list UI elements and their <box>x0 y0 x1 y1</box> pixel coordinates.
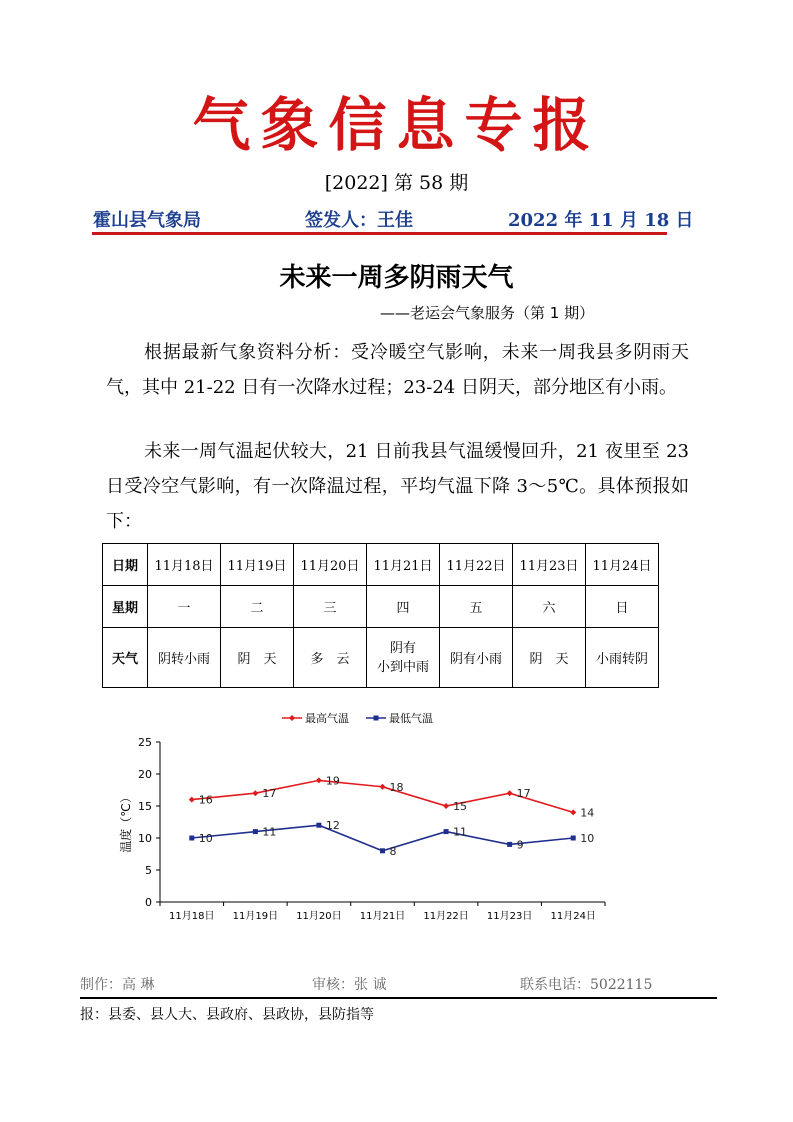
x-tick-label: 11月21日 <box>359 911 406 922</box>
data-label: 17 <box>262 787 277 801</box>
weekday-cell: 日 <box>586 586 659 628</box>
data-point-min <box>571 836 576 841</box>
data-label: 16 <box>198 793 213 807</box>
weather-cell: 阴转小雨 <box>148 628 221 688</box>
data-label: 11 <box>453 825 468 839</box>
date-cell: 11月20日 <box>294 544 367 586</box>
y-tick-label: 5 <box>145 864 152 877</box>
data-label: 18 <box>389 780 404 794</box>
data-label: 8 <box>389 844 397 858</box>
data-point-max <box>380 784 386 790</box>
data-point-min <box>380 848 385 853</box>
data-point-min <box>507 842 512 847</box>
reviewer: 审核：张 诚 <box>312 977 387 993</box>
weekday-cell: 一 <box>148 586 221 628</box>
issue-number: [2022] 第 58 期 <box>324 172 469 194</box>
x-tick-label: 11月23日 <box>486 911 533 922</box>
legend-label: 最低气温 <box>389 712 433 725</box>
weekday-cell: 三 <box>294 586 367 628</box>
date-cell: 11月18日 <box>148 544 221 586</box>
x-tick-label: 11月18日 <box>169 911 215 922</box>
date-cell: 11月22日 <box>440 544 513 586</box>
weekday-cell: 四 <box>367 586 440 628</box>
distribution-list: 报：县委、县人大、县政府、县政协，县防指等 <box>80 1007 374 1023</box>
date-cell: 11月19日 <box>221 544 294 586</box>
data-label: 10 <box>580 832 595 845</box>
weather-cell: 阴 天 <box>221 628 294 688</box>
x-tick-label: 11月22日 <box>423 911 469 922</box>
y-axis-label: 温度（℃） <box>119 791 133 853</box>
x-tick-label: 11月19日 <box>232 911 279 922</box>
data-point-min <box>316 823 321 828</box>
x-tick-label: 11月24日 <box>550 911 596 922</box>
weekday-cell: 二 <box>221 586 294 628</box>
contact-phone: 联系电话：5022115 <box>520 977 653 993</box>
data-label: 14 <box>580 806 595 820</box>
date-cell: 11月24日 <box>586 544 659 586</box>
data-label: 17 <box>516 787 531 801</box>
data-label: 9 <box>516 838 524 852</box>
weather-cell: 阴有小雨 <box>440 628 513 688</box>
data-point-min <box>444 829 449 834</box>
y-tick-label: 20 <box>138 768 152 781</box>
date-cell: 11月23日 <box>513 544 586 586</box>
article-subtitle: ——老运会气象服务（第 1 期） <box>380 304 595 322</box>
data-label: 15 <box>453 800 468 813</box>
row-label: 星期 <box>103 586 148 628</box>
legend-marker <box>374 716 379 721</box>
data-point-max <box>507 790 513 796</box>
data-point-max <box>252 790 258 796</box>
legend-label: 最高气温 <box>305 712 349 725</box>
data-point-max <box>316 777 322 783</box>
data-label: 12 <box>325 819 340 833</box>
maker: 制作：高 琳 <box>80 977 155 993</box>
data-point-min <box>253 829 258 834</box>
weekday-cell: 六 <box>513 586 586 628</box>
article-headline: 未来一周多阴雨天气 <box>279 263 514 293</box>
data-label: 10 <box>198 832 213 845</box>
data-point-min <box>189 836 194 841</box>
report-title: 气象信息专报 <box>192 91 601 159</box>
forecast-table <box>102 543 659 688</box>
weather-cell: 阴有 小到中雨 <box>367 628 440 688</box>
data-point-max <box>570 809 576 815</box>
table-row-weekdays <box>103 586 659 628</box>
paragraph-temperature: 未来一周气温起伏较大，21 日前我县气温缓慢回升，21 夜里至 23 日受冷空气影响，有一次降温过程，平均气温下降 3～5℃。具体预报如下： <box>106 441 689 532</box>
y-tick-label: 25 <box>138 736 152 749</box>
issue-date: 2022 年 11 月 18 日 <box>508 210 694 231</box>
signer: 签发人：王佳 <box>305 210 413 231</box>
footer-divider <box>80 997 717 999</box>
legend-marker <box>289 715 295 721</box>
row-label: 天气 <box>103 628 148 688</box>
data-label: 11 <box>262 825 277 839</box>
table-row-dates <box>103 544 659 586</box>
data-point-max <box>189 797 195 803</box>
weather-cell: 多 云 <box>294 628 367 688</box>
table-row-weather <box>103 628 659 688</box>
data-label: 19 <box>325 774 340 788</box>
temperature-chart <box>110 706 630 931</box>
weather-cell: 阴 天 <box>513 628 586 688</box>
x-tick-label: 11月20日 <box>296 911 342 922</box>
y-tick-label: 15 <box>138 800 152 813</box>
weekday-cell: 五 <box>440 586 513 628</box>
weather-cell: 小雨转阴 <box>586 628 659 688</box>
paragraph-precipitation: 根据最新气象资料分析：受冷暖空气影响，未来一周我县多阴雨天气，其中 21-22 日有一次降水过程；23-24 日阴天，部分地区有小雨。 <box>106 342 689 398</box>
date-cell: 11月21日 <box>367 544 440 586</box>
issuing-organization: 霍山县气象局 <box>93 210 201 231</box>
y-tick-label: 0 <box>145 896 152 909</box>
header-divider <box>92 232 667 235</box>
y-tick-label: 10 <box>138 832 152 845</box>
row-label: 日期 <box>103 544 148 586</box>
data-point-max <box>443 803 449 809</box>
